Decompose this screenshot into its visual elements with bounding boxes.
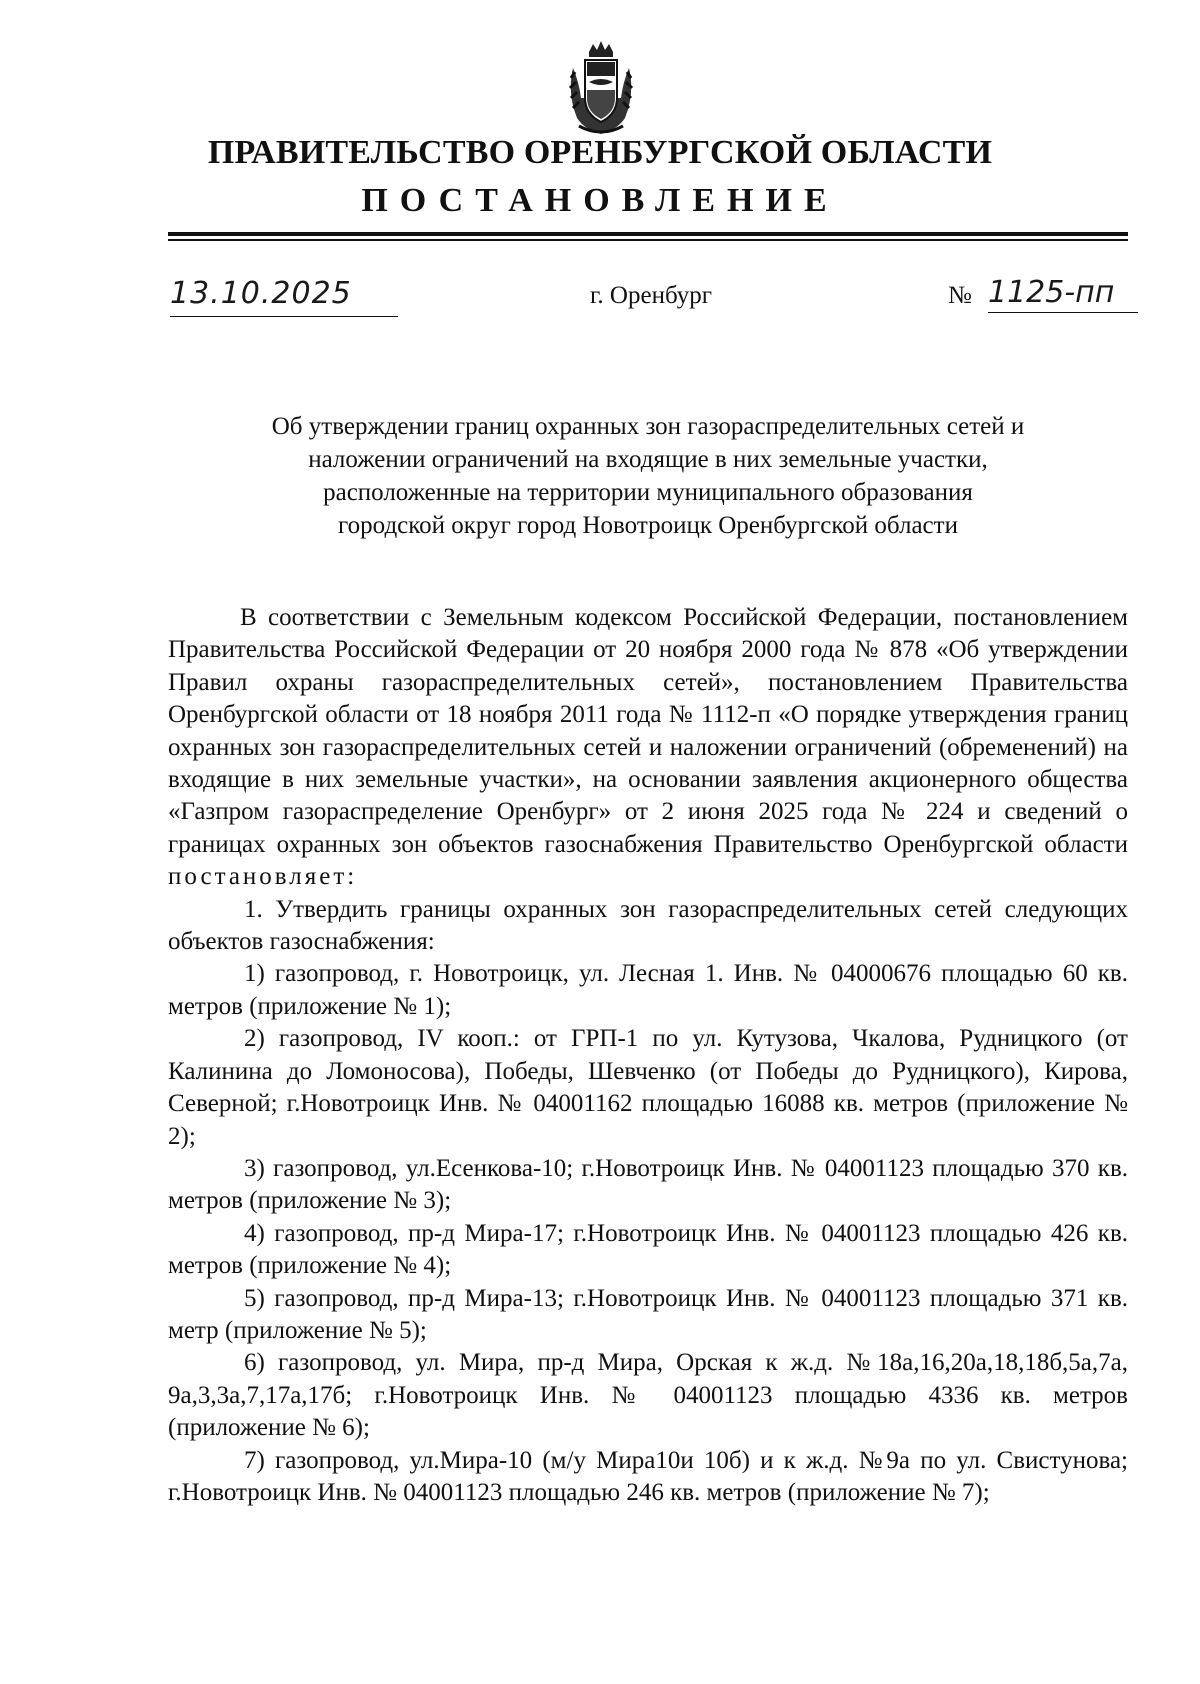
list-item: 7) газопровод, ул.Мира-10 (м/у Мира10и 10б) и к ж.д. №9а по ул. Свистунова; г.Новотроицк Инв. № 04001123 площадью 246 кв. метров (приложение № 7);: [168, 1446, 1128, 1506]
list-item: 5) газопровод, пр-д Мира-13; г.Новотроицк Инв. № 04001123 площадью 371 кв. метр (приложение № 5);: [168, 1284, 1128, 1344]
subject-line: расположенные на территории муниципального образования: [323, 479, 973, 506]
preamble-text: В соответствии с Земельным кодексом Российской Федерации, постановлением Правительства Российской Федерации от 20 ноября 2000 года № 878 «Об утверждении Правил охраны газораспределительных сетей», постановлением Правительства Оренбургской области от 18 ноября 2011 года № 1112-п «О порядке утверждения границ охранных зон газораспределительных сетей и наложении ограничений (обременений) на входящие в них земельные участки», на основании заявления акционерного общества «Газпром газораспределение Оренбург» от 2 июня 2025 года № 224 и сведений о границах охранных зон объектов газоснабжения Правительство Оренбургской области: [168, 604, 1128, 858]
list-item: 3) газопровод, ул.Есенкова-10; г.Новотроицк Инв. № 04001123 площадью 370 кв. метров (приложение № 3);: [168, 1154, 1128, 1215]
clause-1: 1. Утвердить границы охранных зон газораспределительных сетей следующих объектов газоснабжения:: [168, 895, 1128, 956]
document-city: г. Оренбург: [590, 282, 712, 309]
header-divider-thick: [168, 232, 1128, 236]
document-body: [168, 602, 1128, 1509]
document-subject: [168, 410, 1128, 542]
number-sign: №: [948, 282, 972, 309]
government-name: ПРАВИТЕЛЬСТВО ОРЕНБУРГСКОЙ ОБЛАСТИ: [207, 134, 993, 171]
preamble-paragraph: [168, 602, 1128, 894]
document-type: ПОСТАНОВЛЕНИЕ: [361, 182, 839, 219]
subject-line: городской округ город Новотроицк Оренбургской области: [338, 512, 958, 539]
document-number: 1125-пп: [988, 274, 1138, 313]
header-divider-thin: [168, 239, 1128, 241]
subject-line: Об утверждении границ охранных зон газораспределительных сетей и: [271, 413, 1025, 440]
resolves-word: постановляет:: [168, 863, 358, 891]
list-item: 2) газопровод, IV кооп.: от ГРП-1 по ул. Кутузова, Чкалова, Рудницкого (от Калинина до Ломоносова), Победы, Шевченко (от Победы до Рудницкого), Кирова, Северной; г.Новотроицк Инв. № 04001162 площадью 16088 кв. метров (приложение № 2);: [168, 1025, 1128, 1150]
list-item: 1) газопровод, г. Новотроицк, ул. Лесная 1. Инв. № 04000676 площадью 60 кв. метров (приложение № 1);: [168, 960, 1128, 1020]
coat-of-arms-emblem: [565, 38, 637, 138]
list-item: 6) газопровод, ул. Мира, пр-д Мира, Орская к ж.д. №18а,16,20а,18,18б,5а,7а, 9а,3,3а,7,17а,17б; г.Новотроицк Инв. № 04001123 площадью 4336 кв. метров (приложение № 6);: [168, 1349, 1128, 1442]
list-item: 4) газопровод, пр-д Мира-17; г.Новотроицк Инв. № 04001123 площадью 426 кв. метров (приложение № 4);: [168, 1219, 1128, 1280]
document-date: 13.10.2025: [170, 272, 398, 317]
subject-line: наложении ограничений на входящие в них земельные участки,: [308, 446, 988, 473]
